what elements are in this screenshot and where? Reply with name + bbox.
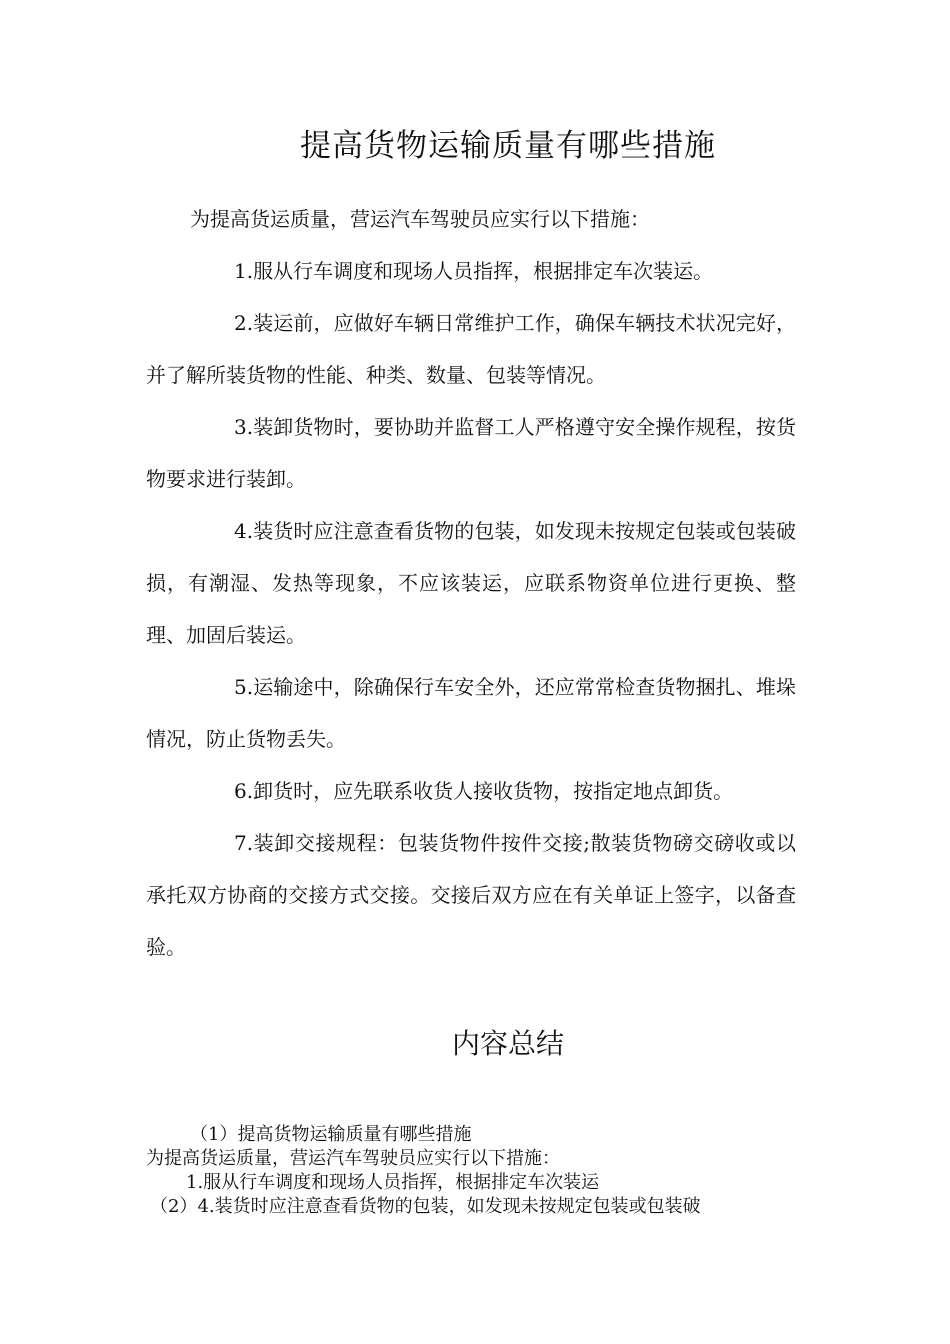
measure-item-2: 2.装运前，应做好车辆日常维护工作，确保车辆技术状况完好，并了解所装货物的性能、种类、数量、包装等情况。 [146, 311, 796, 387]
measure-item-4: 4.装货时应注意查看货物的包装，如发现未按规定包装或包装破损，有潮湿、发热等现象，不应该装运，应联系物资单位进行更换、整理、加固后装运。 [146, 519, 796, 647]
summary-line-1: （1）提高货物运输质量有哪些措施 [190, 1124, 472, 1145]
measure-item-1: 1.服从行车调度和现场人员指挥，根据排定车次装运。 [234, 259, 714, 283]
summary-heading: 内容总结 [451, 1027, 564, 1060]
measure-item-3: 3.装卸货物时，要协助并监督工人严格遵守安全操作规程，按货物要求进行装卸。 [146, 415, 796, 491]
measure-item-6: 6.卸货时，应先联系收货人接收货物，按指定地点卸货。 [234, 779, 734, 803]
measure-item-7: 7.装卸交接规程：包装货物件按件交接;散装货物磅交磅收或以承托双方协商的交接方式交接。交接后双方应在有关单证上签字，以备查验。 [146, 831, 796, 959]
measure-item-5: 5.运输途中，除确保行车安全外，还应常常检查货物捆扎、堆垛情况，防止货物丢失。 [146, 675, 796, 751]
summary-line-3: 1.服从行车调度和现场人员指挥，根据排定车次装运 [186, 1172, 600, 1193]
summary-line-2: 为提高货运质量，营运汽车驾驶员应实行以下措施： [146, 1148, 560, 1169]
intro-paragraph: 为提高货运质量，营运汽车驾驶员应实行以下措施： [190, 207, 650, 231]
document-title: 提高货物运输质量有哪些措施 [300, 128, 716, 164]
summary-line-4: （2）4.装货时应注意查看货物的包装，如发现未按规定包装或包装破 [150, 1196, 701, 1217]
